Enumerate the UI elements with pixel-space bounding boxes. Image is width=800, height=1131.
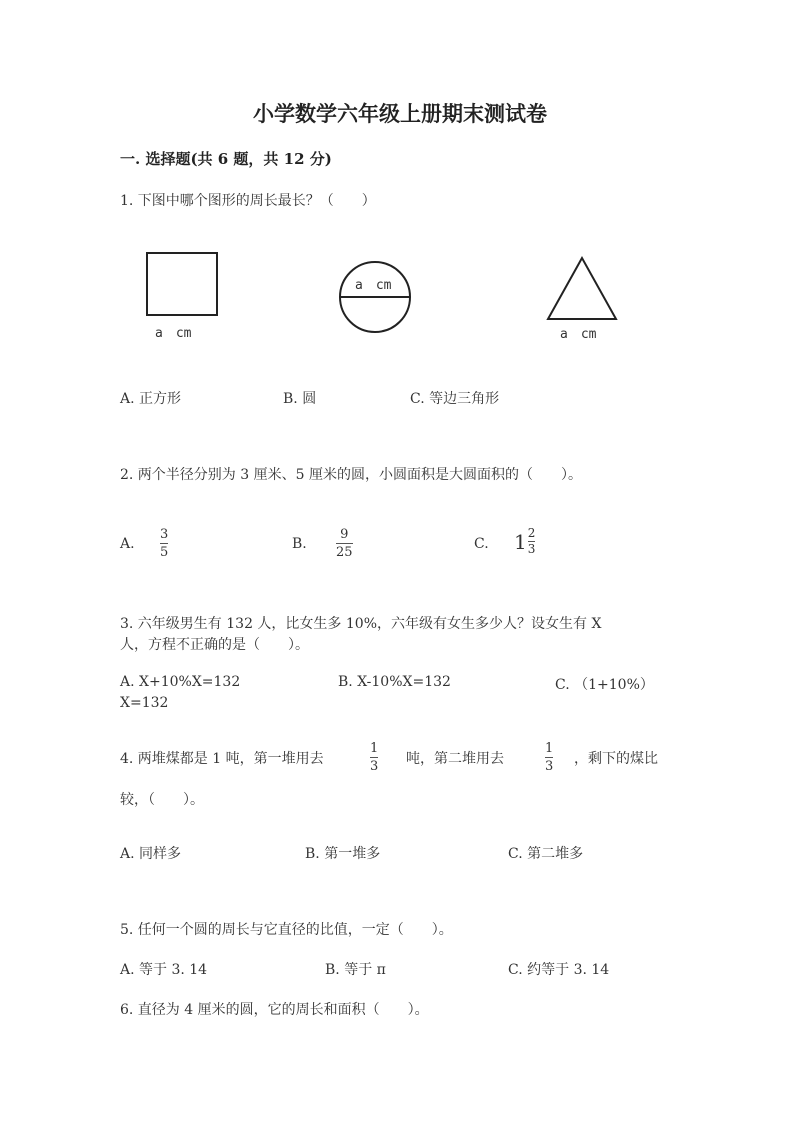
q3-option-a[interactable]: A. X+10%X=132: [120, 674, 241, 690]
fraction-bar: [545, 757, 553, 758]
circle-figure: [330, 252, 420, 342]
question-1-stem: 1. 下图中哪个图形的周长最长？（ ）: [120, 193, 376, 209]
square-figure: [135, 245, 230, 345]
q2-option-c-label[interactable]: C.: [474, 536, 489, 552]
square-side-label: a cm: [155, 326, 192, 341]
q4-option-c[interactable]: C. 第二堆多: [508, 846, 584, 862]
question-4-part-3: ，剩下的煤比: [574, 751, 658, 767]
triangle-figure: [540, 252, 630, 344]
square-shape: [147, 253, 217, 315]
fraction-bar: [160, 543, 168, 544]
q2-option-b-fraction: [336, 527, 353, 560]
q5-option-c[interactable]: C. 约等于 3. 14: [508, 962, 610, 978]
q2-option-b-label[interactable]: B.: [292, 536, 307, 552]
q5-option-b[interactable]: B. 等于 π: [325, 962, 386, 978]
fraction-numerator: 3: [160, 527, 169, 542]
question-6-stem: 6. 直径为 4 厘米的圆，它的周长和面积（ ）。: [120, 1002, 429, 1018]
fraction-numerator: 1: [545, 741, 554, 756]
fraction-numerator: 2: [527, 526, 536, 540]
question-4-part-2: 吨，第二堆用去: [406, 751, 504, 767]
mixed-whole: 1: [514, 529, 527, 554]
fraction-denominator: 25: [336, 545, 353, 560]
q3-option-c[interactable]: C. （1+10%）: [555, 677, 654, 693]
q1-option-c[interactable]: C. 等边三角形: [410, 391, 500, 407]
question-5-stem: 5. 任何一个圆的周长与它直径的比值，一定（ ）。: [120, 922, 453, 938]
triangle-shape: [548, 258, 616, 319]
question-4-line-2: 较，（ ）。: [120, 792, 204, 808]
q4-option-a[interactable]: A. 同样多: [120, 846, 182, 862]
q1-option-a[interactable]: A. 正方形: [120, 391, 182, 407]
fraction-numerator: 9: [340, 527, 349, 542]
question-3-line-1: 3. 六年级男生有 132 人，比女生多 10%，六年级有女生多少人？设女生有 X: [120, 616, 602, 632]
fraction-bar: [370, 757, 378, 758]
fraction-bar: [336, 543, 353, 544]
mixed-fraction: [528, 527, 536, 556]
question-4-part-1: 4. 两堆煤都是 1 吨，第一堆用去: [120, 751, 324, 767]
page-title: 小学数学六年级上册期末测试卷: [253, 101, 547, 126]
q1-option-b[interactable]: B. 圆: [283, 391, 317, 407]
circle-diameter-label: a cm: [355, 278, 392, 293]
fraction-denominator: 3: [370, 759, 379, 774]
q2-option-c-mixed-number: [514, 527, 535, 556]
q3-option-b[interactable]: B. X-10%X=132: [338, 674, 451, 690]
q4-fraction-2: [545, 741, 553, 774]
q5-option-a[interactable]: A. 等于 3. 14: [120, 962, 208, 978]
fraction-denominator: 5: [160, 545, 169, 560]
q2-option-a-label[interactable]: A.: [120, 536, 135, 552]
question-2-stem: 2. 两个半径分别为 3 厘米、5 厘米的圆，小圆面积是大圆面积的（ ）。: [120, 467, 582, 483]
fraction-denominator: 3: [545, 759, 554, 774]
fraction-numerator: 1: [370, 741, 379, 756]
triangle-side-label: a cm: [560, 327, 597, 342]
fraction-denominator: 3: [527, 542, 536, 556]
question-3-line-2: 人，方程不正确的是（ ）。: [120, 637, 309, 653]
q4-option-b[interactable]: B. 第一堆多: [305, 846, 381, 862]
section-heading: 一. 选择题(共 6 题，共 12 分): [120, 150, 332, 168]
q2-option-a-fraction: [160, 527, 168, 560]
q4-fraction-1: [370, 741, 378, 774]
q3-option-c-continued: X=132: [120, 695, 169, 711]
